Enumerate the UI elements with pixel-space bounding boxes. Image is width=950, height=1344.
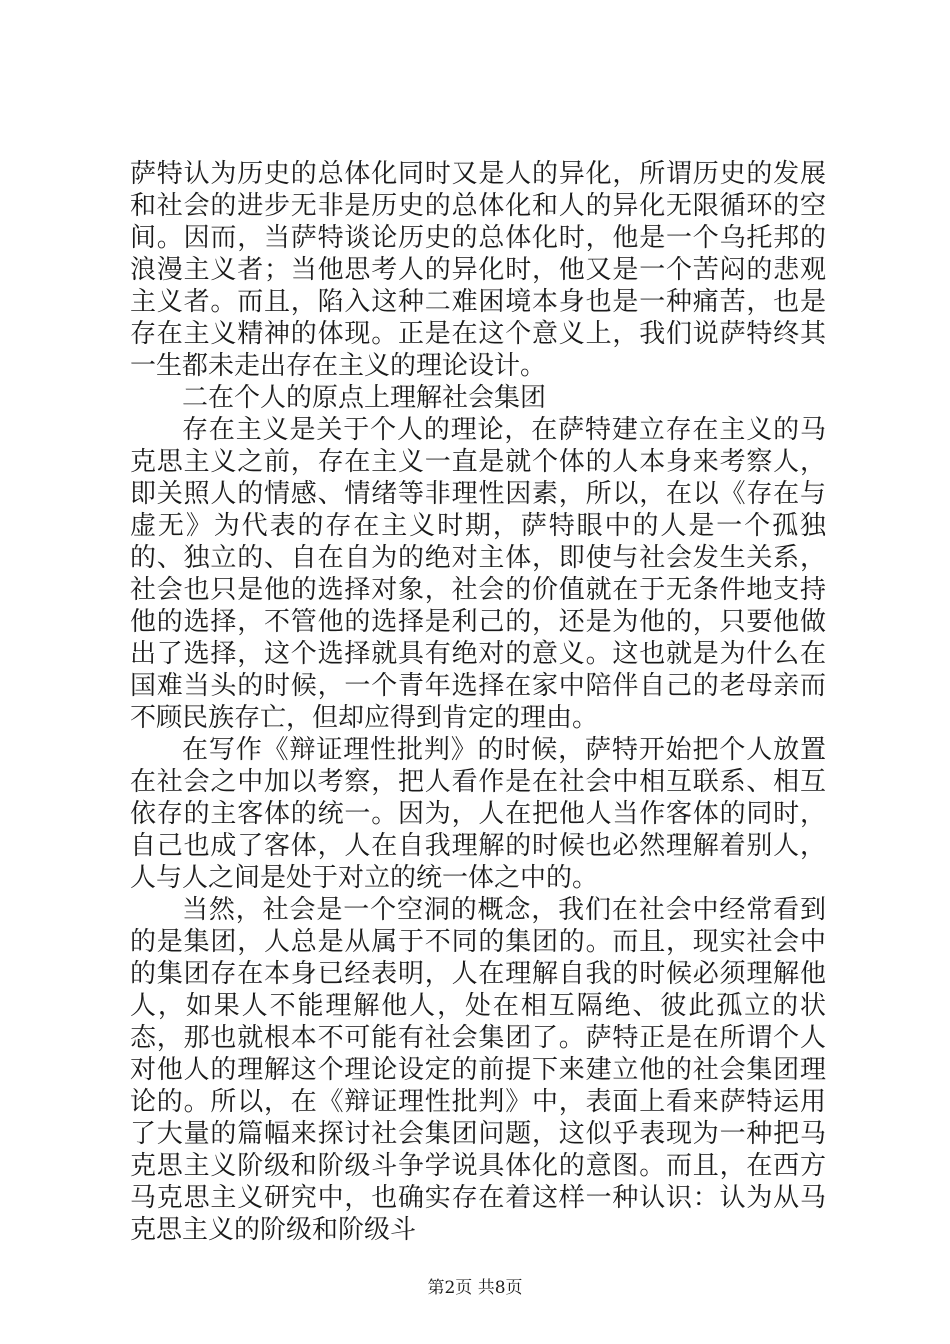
- paragraph-3: 在写作《辩证理性批判》的时候，萨特开始把个人放置在社会之中加以考察，把人看作是在社会中相互联系、相互依存的主客体的统一。因为，人在把他人当作客体的同时，自己也成了客体，人在自我理解的时候也必然理解着别人，人与人之间是处于对立的统一体之中的。: [130, 735, 826, 893]
- paragraph-4: 当然，社会是一个空洞的概念，我们在社会中经常看到的是集团，人总是从属于不同的集团的。而且，现实社会中的集团存在本身已经表明，人在理解自我的时候必须理解他人，如果人不能理解他人，处在相互隔绝、彼此孤立的状态，那也就根本不可能有社会集团了。萨特正是在所谓个人对他人的理解这个理论设定的前提下来建立他的社会集团理论的。所以，在《辩证理性批判》中，表面上看来萨特运用了大量的篇幅来探讨社会集团问题，这似乎表现为一种把马克思主义阶级和阶级斗争学说具体化的意图。而且，在西方马克思主义研究中，也确实存在着这样一种认识：认为从马克思主义的阶级和阶级斗: [130, 895, 826, 1245]
- paragraph-1: 萨特认为历史的总体化同时又是人的异化，所谓历史的发展和社会的进步无非是历史的总体化和人的异化无限循环的空间。因而，当萨特谈论历史的总体化时，他是一个乌托邦的浪漫主义者；当他思考人的异化时，他又是一个苦闷的悲观主义者。而且，陷入这种二难困境本身也是一种痛苦，也是存在主义精神的体现。正是在这个意义上，我们说萨特终其一生都未走出存在主义的理论设计。: [130, 159, 826, 381]
- section-heading: 二在个人的原点上理解社会集团: [182, 383, 547, 413]
- document-body: [130, 158, 826, 1246]
- page-number-footer: 第2页 共8页: [427, 1278, 523, 1298]
- paragraph-2: 存在主义是关于个人的理论，在萨特建立存在主义的马克思主义之前，存在主义一直是就个体的人本身来考察人，即关照人的情感、情绪等非理性因素，所以，在以《存在与虚无》为代表的存在主义时期，萨特眼中的人是一个孤独的、独立的、自在自为的绝对主体，即使与社会发生关系，社会也只是他的选择对象，社会的价值就在于无条件地支持他的选择，不管他的选择是利己的，还是为他的，只要他做出了选择，这个选择就具有绝对的意义。这也就是为什么在国难当头的时候，一个青年选择在家中陪伴自己的老母亲而不顾民族存亡，但却应得到肯定的理由。: [130, 415, 826, 733]
